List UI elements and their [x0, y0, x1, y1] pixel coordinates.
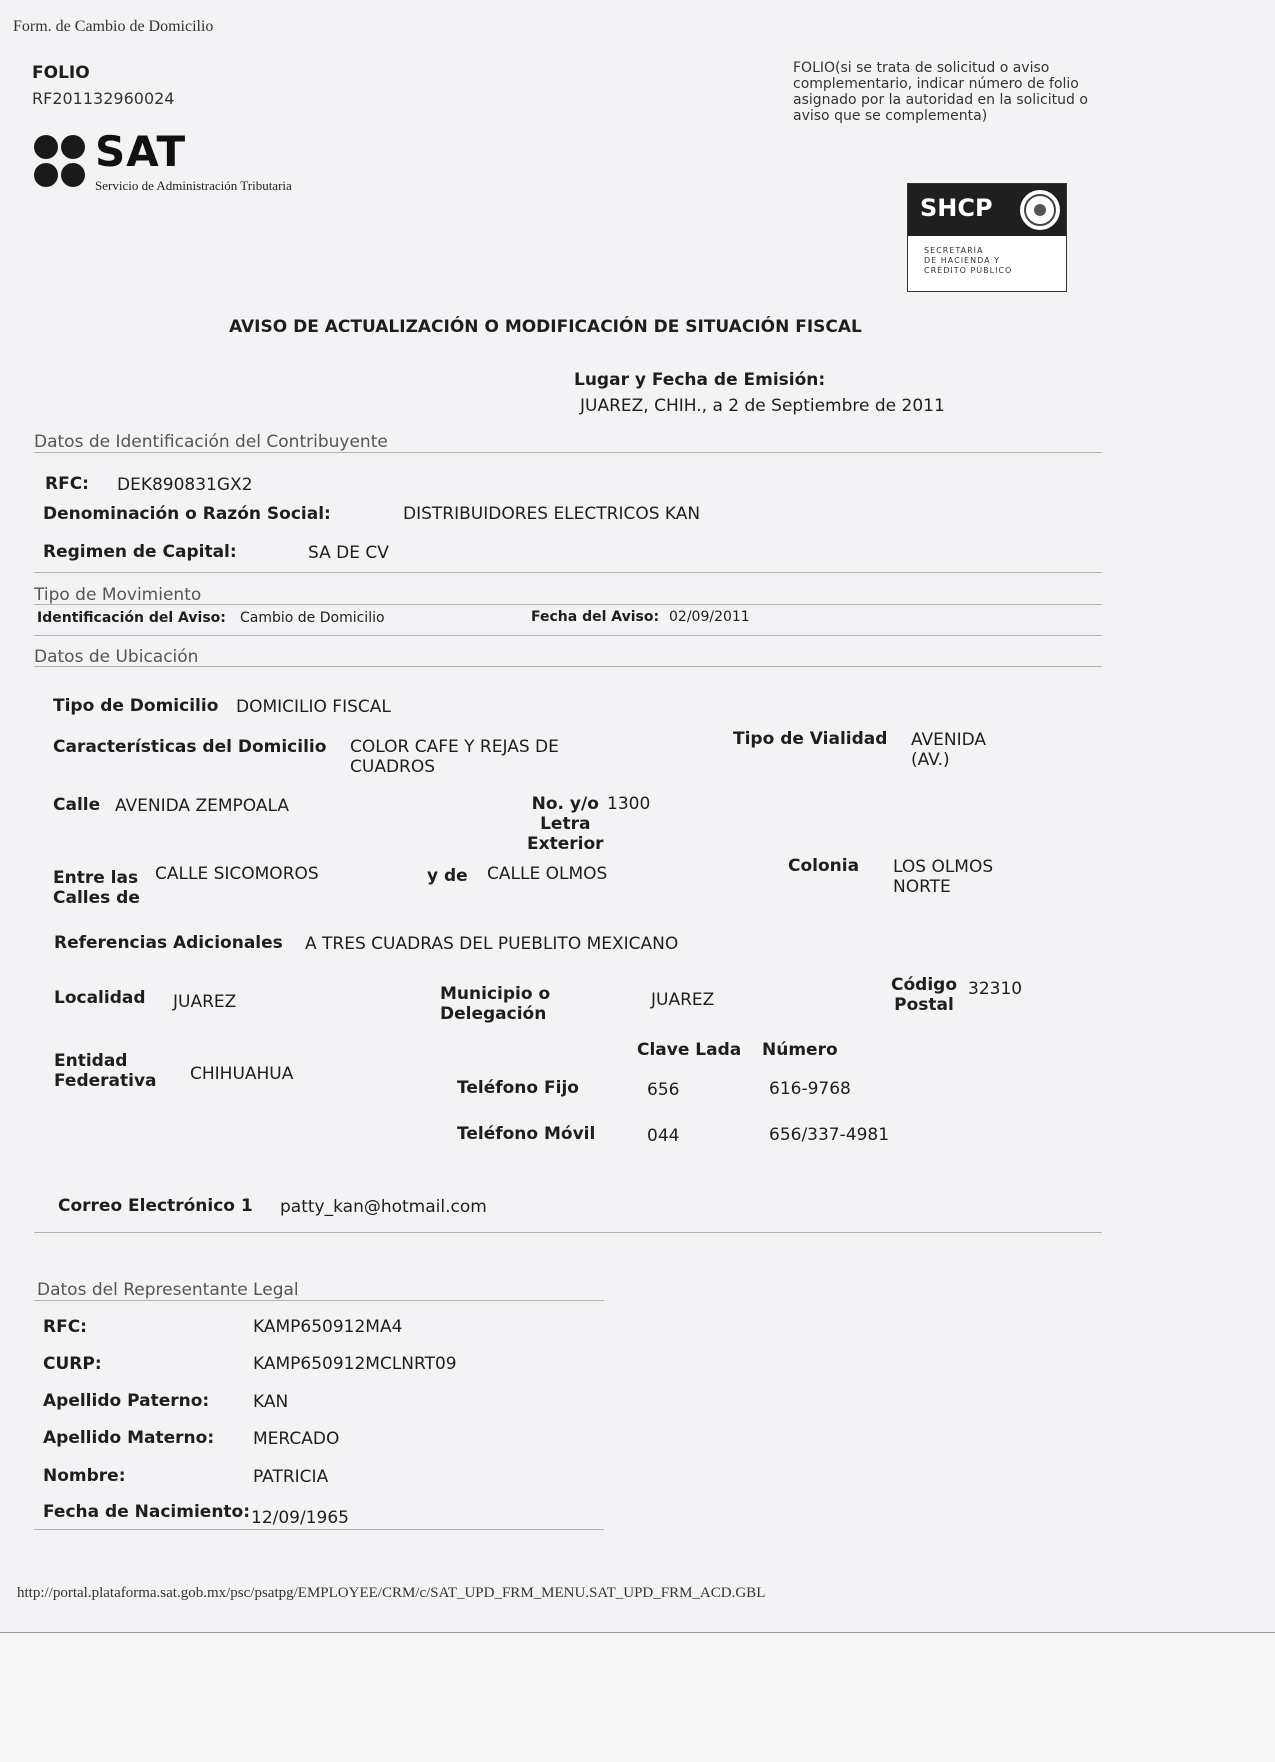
vialidad-label: Tipo de Vialidad [733, 729, 888, 749]
sat-logo [33, 127, 323, 193]
y-de-value: CALLE OLMOS [487, 864, 608, 884]
section-ubicacion: Datos de Ubicación [34, 647, 199, 667]
telefono-fijo-lada: 656 [647, 1080, 680, 1100]
telefono-movil-numero: 656/337-4981 [769, 1125, 890, 1145]
sat-logo-subtitle: Servicio de Administración Tributaria [95, 178, 292, 193]
localidad-value: JUAREZ [173, 992, 237, 1012]
shcp-logo-text: SHCP [920, 194, 993, 222]
form-name: Form. de Cambio de Domicilio [13, 18, 214, 35]
rep-nacimiento-value: 12/09/1965 [251, 1508, 349, 1528]
vialidad-value: AVENIDA (AV.) [911, 730, 987, 770]
place-date-label: Lugar y Fecha de Emisión: [574, 370, 826, 390]
rep-nombre-value: PATRICIA [253, 1467, 329, 1487]
divider [34, 1300, 604, 1301]
entidad-label: Entidad Federativa [54, 1051, 157, 1091]
entre-calles-label: Entre las Calles de [53, 868, 140, 908]
rep-rfc-label: RFC: [43, 1317, 87, 1337]
rep-paterno-label: Apellido Paterno: [43, 1391, 210, 1411]
scan-margin [0, 1633, 1275, 1762]
folio-number: RF201132960024 [32, 89, 175, 108]
numero-label: No. y/o Letra Exterior [527, 794, 604, 854]
razon-label: Denominación o Razón Social: [43, 504, 331, 524]
telefono-movil-lada: 044 [647, 1126, 680, 1146]
divider [34, 1232, 1102, 1233]
regimen-value: SA DE CV [308, 543, 389, 563]
rfc-label: RFC: [45, 474, 89, 494]
calle-label: Calle [53, 795, 101, 815]
correo-label: Correo Electrónico 1 [58, 1196, 253, 1216]
divider [34, 635, 1102, 636]
municipio-value: JUAREZ [651, 990, 715, 1010]
telefono-fijo-numero: 616-9768 [769, 1079, 851, 1099]
entre-calles-value: CALLE SICOMOROS [155, 864, 319, 884]
divider [34, 666, 1102, 667]
tipo-domicilio-value: DOMICILIO FISCAL [236, 697, 391, 717]
section-identificacion: Datos de Identificación del Contribuyente [34, 432, 388, 452]
rep-paterno-value: KAN [253, 1392, 289, 1412]
divider [34, 452, 1102, 453]
aviso-label: Identificación del Aviso: [37, 610, 226, 626]
divider [34, 572, 1102, 573]
fecha-aviso-label: Fecha del Aviso: [531, 609, 660, 625]
telefono-movil-label: Teléfono Móvil [457, 1124, 596, 1144]
rep-curp-label: CURP: [43, 1354, 102, 1374]
correo-value: patty_kan@hotmail.com [280, 1197, 487, 1217]
rep-rfc-value: KAMP650912MA4 [253, 1317, 403, 1337]
numero-header: Número [762, 1040, 838, 1060]
y-de-label: y de [427, 866, 468, 886]
rep-curp-value: KAMP650912MCLNRT09 [253, 1354, 457, 1374]
sat-logo-text: SAT [95, 127, 187, 176]
caracteristicas-value: COLOR CAFE Y REJAS DE CUADROS [350, 737, 559, 777]
localidad-label: Localidad [54, 988, 146, 1008]
folio-note: FOLIO(si se trata de solicitud o aviso complementario, indicar número de folio asignado por la autoridad en la solicitud o aviso que se complementa) [793, 60, 1088, 124]
footer-url: http://portal.plataforma.sat.gob.mx/psc/psatpg/EMPLOYEE/CRM/c/SAT_UPD_FRM_MENU.SAT_UPD_FRM_ACD.GBL [17, 1585, 766, 1601]
document-title: AVISO DE ACTUALIZACIÓN O MODIFICACIÓN DE SITUACIÓN FISCAL [229, 317, 862, 337]
tipo-domicilio-label: Tipo de Domicilio [53, 696, 219, 716]
telefono-fijo-label: Teléfono Fijo [457, 1078, 579, 1098]
divider [34, 604, 1102, 605]
rfc-value: DEK890831GX2 [117, 475, 253, 495]
rep-nombre-label: Nombre: [43, 1466, 126, 1486]
fecha-aviso-value: 02/09/2011 [669, 609, 750, 625]
calle-value: AVENIDA ZEMPOALA [115, 796, 289, 816]
sat-dots-icon [33, 133, 89, 191]
aviso-value: Cambio de Domicilio [240, 610, 385, 626]
referencias-value: A TRES CUADRAS DEL PUEBLITO MEXICANO [305, 934, 679, 954]
codigo-postal-value: 32310 [968, 979, 1023, 999]
razon-value: DISTRIBUIDORES ELECTRICOS KAN [403, 504, 701, 524]
entidad-value: CHIHUAHUA [190, 1064, 294, 1084]
regimen-label: Regimen de Capital: [43, 542, 237, 562]
numero-value: 1300 [607, 794, 651, 814]
national-seal-icon [1018, 188, 1062, 232]
folio-label: FOLIO [32, 63, 90, 83]
rep-nacimiento-label: Fecha de Nacimiento: [43, 1502, 251, 1522]
place-date-value: JUAREZ, CHIH., a 2 de Septiembre de 2011 [580, 396, 945, 416]
section-movimiento: Tipo de Movimiento [34, 585, 202, 605]
shcp-logo: SHCP SECRETARÍA DE HACIENDA Y CRÉDITO PÚBLICO [907, 183, 1067, 292]
divider [34, 1529, 604, 1530]
colonia-label: Colonia [788, 856, 860, 876]
clave-lada-header: Clave Lada [637, 1040, 742, 1060]
municipio-label: Municipio o Delegación [440, 984, 551, 1024]
rep-materno-label: Apellido Materno: [43, 1428, 215, 1448]
caracteristicas-label: Características del Domicilio [53, 737, 327, 757]
colonia-value: LOS OLMOS NORTE [893, 857, 994, 897]
codigo-postal-label: Código Postal [891, 975, 957, 1015]
section-representante: Datos del Representante Legal [37, 1280, 299, 1300]
rep-materno-value: MERCADO [253, 1429, 340, 1449]
referencias-label: Referencias Adicionales [54, 933, 283, 953]
